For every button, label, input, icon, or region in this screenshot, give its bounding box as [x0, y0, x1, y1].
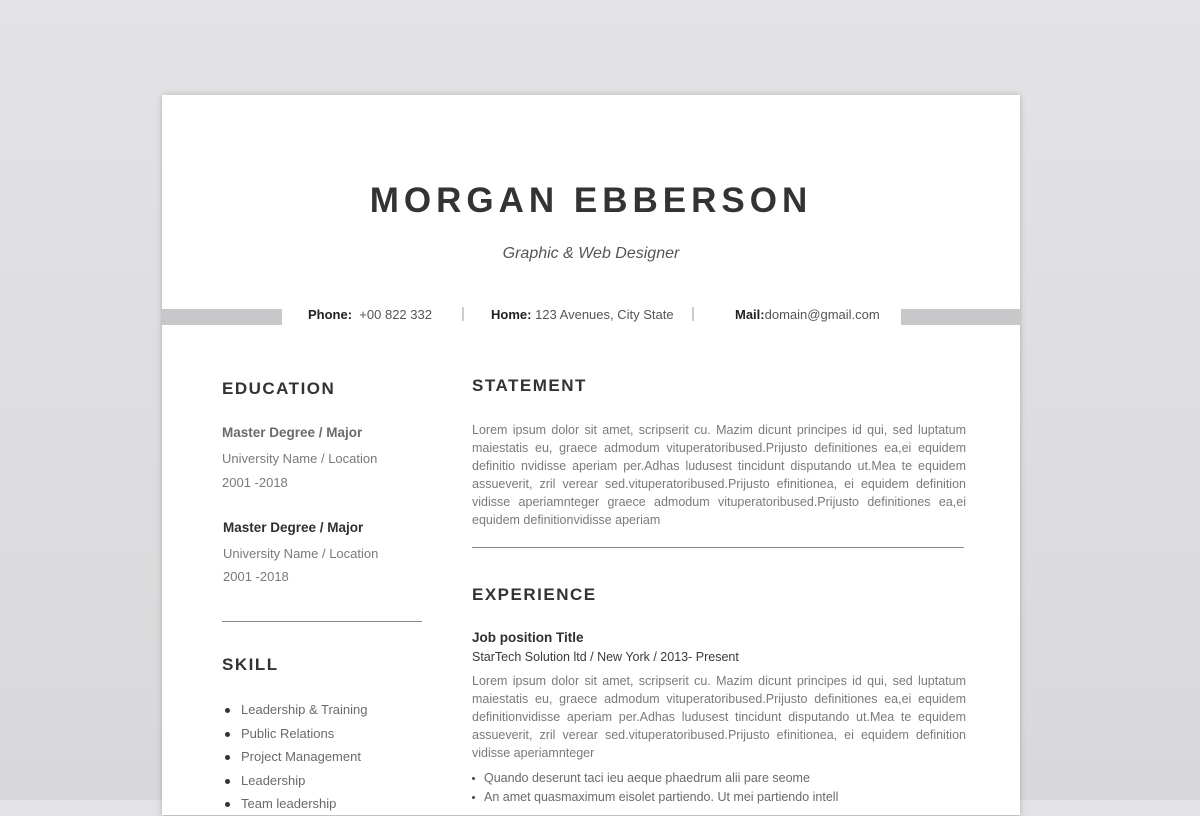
skill-heading: SKILL: [222, 655, 279, 674]
skill-item: Project Management: [222, 745, 367, 769]
education-heading: EDUCATION: [222, 379, 336, 398]
home-value: 123 Avenues, City State: [535, 307, 674, 322]
resume-page: [162, 95, 1020, 815]
contact-separator: |: [691, 305, 695, 322]
skill-item: Leadership: [222, 769, 367, 793]
experience-bullet: An amet quasmaximum eisolet partiendo. Ut mei partiendo intell: [472, 788, 838, 807]
mail-value: domain@gmail.com: [764, 307, 880, 322]
contact-phone: [308, 307, 432, 322]
education-years: 2001 -2018: [223, 569, 289, 584]
section-divider: [472, 547, 964, 548]
home-label: Home:: [491, 307, 532, 322]
education-degree: Master Degree / Major: [223, 520, 364, 535]
section-divider: [222, 621, 422, 622]
statement-heading: STATEMENT: [472, 376, 587, 395]
mail-label: Mail:: [735, 307, 765, 322]
contact-separator: |: [461, 305, 465, 322]
contact-mail: [735, 307, 880, 322]
experience-job-title: Job position Title: [472, 630, 584, 645]
skill-item: Leadership & Training: [222, 698, 367, 722]
job-title-subtitle: Graphic & Web Designer: [502, 245, 680, 262]
contact-home: [491, 307, 674, 322]
resume-name: MORGAN EBBERSON: [369, 181, 813, 220]
education-years: 2001 -2018: [222, 475, 288, 490]
contact-bar-left: [162, 309, 282, 325]
skill-list: [222, 698, 367, 816]
phone-value: +00 822 332: [359, 307, 432, 322]
experience-bullet: Quando deserunt taci ieu aeque phaedrum alii pare seome: [472, 769, 838, 788]
education-school: University Name / Location: [223, 546, 379, 561]
experience-company: StarTech Solution ltd / New York / 2013- Present: [472, 650, 739, 664]
experience-heading: EXPERIENCE: [472, 585, 597, 604]
skill-item: Public Relations: [222, 722, 367, 746]
experience-bullet-list: [472, 769, 838, 807]
contact-bar-right: [901, 309, 1020, 325]
education-degree: Master Degree / Major: [222, 425, 363, 440]
phone-label: Phone:: [308, 307, 353, 322]
experience-description: Lorem ipsum dolor sit amet, scripserit cu. Mazim dicunt principes id qui, sed luptatum maiestatis eu, graece admodum vituperatoribused.Prijusto definitiones ea,ei equidem definitionvidisse aperiam per.Adhas ludusest tincidunt disputando ut.Mea te equidem assueverit, zril verear sed.vituperatoribused.Prijusto efinitionea, ei equidem definition vidisse aperiamnteger: [472, 674, 966, 760]
statement-text: Lorem ipsum dolor sit amet, scripserit cu. Mazim dicunt principes id qui, sed luptatum maiestatis eu, graece admodum vituperatoribused.Prijusto definitiones ea,ei equidem definitio nvidisse aperiam per.Adhas ludusest tincidunt disputando ut.Mea te equidem assueverit, zril verear sed.vituperatoribused.Prijusto efinitionea, ei equidem definition vidisse aperiamnteger graece admodum vituperatoribused.Prijusto definitiones ea,ei equidem definitionvidisse aperiam: [472, 423, 966, 527]
skill-item: Team leadership: [222, 792, 367, 816]
education-school: University Name / Location: [222, 451, 378, 466]
